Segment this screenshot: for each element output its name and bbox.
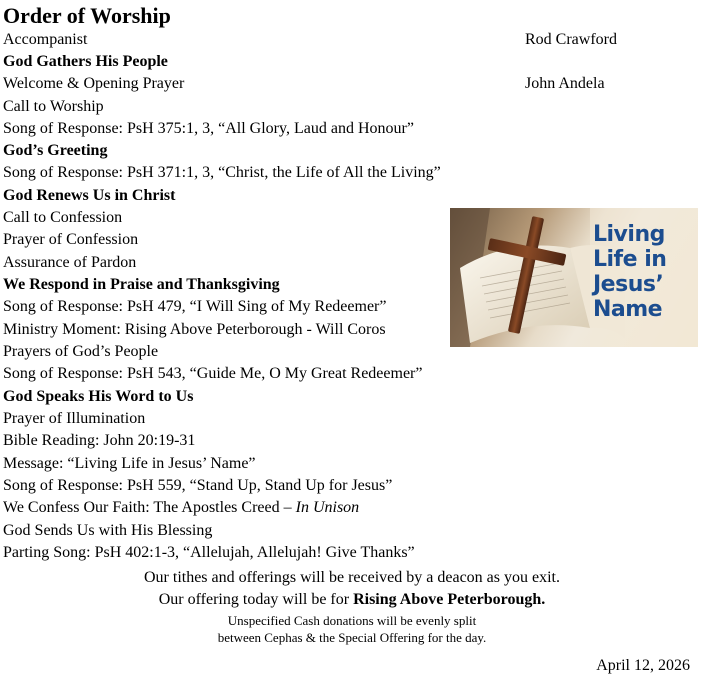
line-song-543: Song of Response: PsH 543, “Guide Me, O My Great Redeemer”: [3, 365, 423, 382]
sermon-banner-image: [450, 208, 698, 347]
line-message: Message: “Living Life in Jesus’ Name”: [3, 455, 256, 472]
section-heading-respond: We Respond in Praise and Thanksgiving: [3, 276, 280, 293]
line-song-375: Song of Response: PsH 375:1, 3, “All Glory, Laud and Honour”: [3, 120, 414, 137]
section-heading-greeting: God’s Greeting: [3, 142, 108, 159]
line-song-371: Song of Response: PsH 371:1, 3, “Christ, the Life of All the Living”: [3, 164, 441, 181]
line-call-to-worship: Call to Worship: [3, 98, 104, 115]
offering-note-1: Unspecified Cash donations will be evenly split: [227, 613, 477, 628]
line-prayers-of-people: Prayers of God’s People: [3, 343, 159, 360]
line-assurance: Assurance of Pardon: [3, 254, 137, 271]
offering-note-2: between Cephas & the Special Offering for the day.: [217, 630, 487, 645]
creed-emphasis: In Unison: [295, 499, 360, 516]
banner-line-3: Jesus’: [593, 272, 664, 297]
line-welcome: Welcome & Opening Prayer: [3, 75, 185, 92]
offering-line-1: Our tithes and offerings will be received by a deacon as you exit.: [143, 569, 560, 586]
banner-line-1: Living: [593, 222, 665, 247]
line-sends-blessing: God Sends Us with His Blessing: [3, 522, 213, 539]
line-prayer-of-illumination: Prayer of Illumination: [3, 410, 146, 427]
creed-label: We Confess Our Faith: The Apostles Creed –: [3, 499, 296, 516]
line-bible-reading: Bible Reading: John 20:19-31: [3, 432, 196, 449]
section-heading-renews: God Renews Us in Christ: [3, 187, 176, 204]
line-accompanist: Accompanist: [3, 31, 88, 48]
offering-recipient: Rising Above Peterborough.: [353, 591, 546, 608]
line-prayer-of-confession: Prayer of Confession: [3, 231, 139, 248]
section-heading-word: God Speaks His Word to Us: [3, 388, 194, 405]
banner-title: [593, 222, 695, 322]
section-heading-gathers: God Gathers His People: [3, 53, 168, 70]
line-ministry-moment: Ministry Moment: Rising Above Peterborough - Will Coros: [3, 321, 386, 338]
banner-line-4: Name: [593, 297, 663, 322]
line-call-to-confession: Call to Confession: [3, 209, 123, 226]
offering-prefix: Our offering today will be for: [158, 591, 354, 608]
service-date: April 12, 2026: [596, 657, 690, 674]
page-title: Order of Worship: [3, 3, 171, 28]
line-confess-faith: [3, 497, 359, 519]
offering-line-2: [0, 589, 704, 611]
opening-prayer-name: John Andela: [525, 75, 605, 92]
banner-line-2: Life in: [593, 247, 667, 272]
line-song-559: Song of Response: PsH 559, “Stand Up, Stand Up for Jesus”: [3, 477, 393, 494]
line-song-479: Song of Response: PsH 479, “I Will Sing of My Redeemer”: [3, 298, 387, 315]
line-parting-song: Parting Song: PsH 402:1-3, “Allelujah, Allelujah! Give Thanks”: [3, 544, 415, 561]
accompanist-name: Rod Crawford: [525, 31, 617, 48]
